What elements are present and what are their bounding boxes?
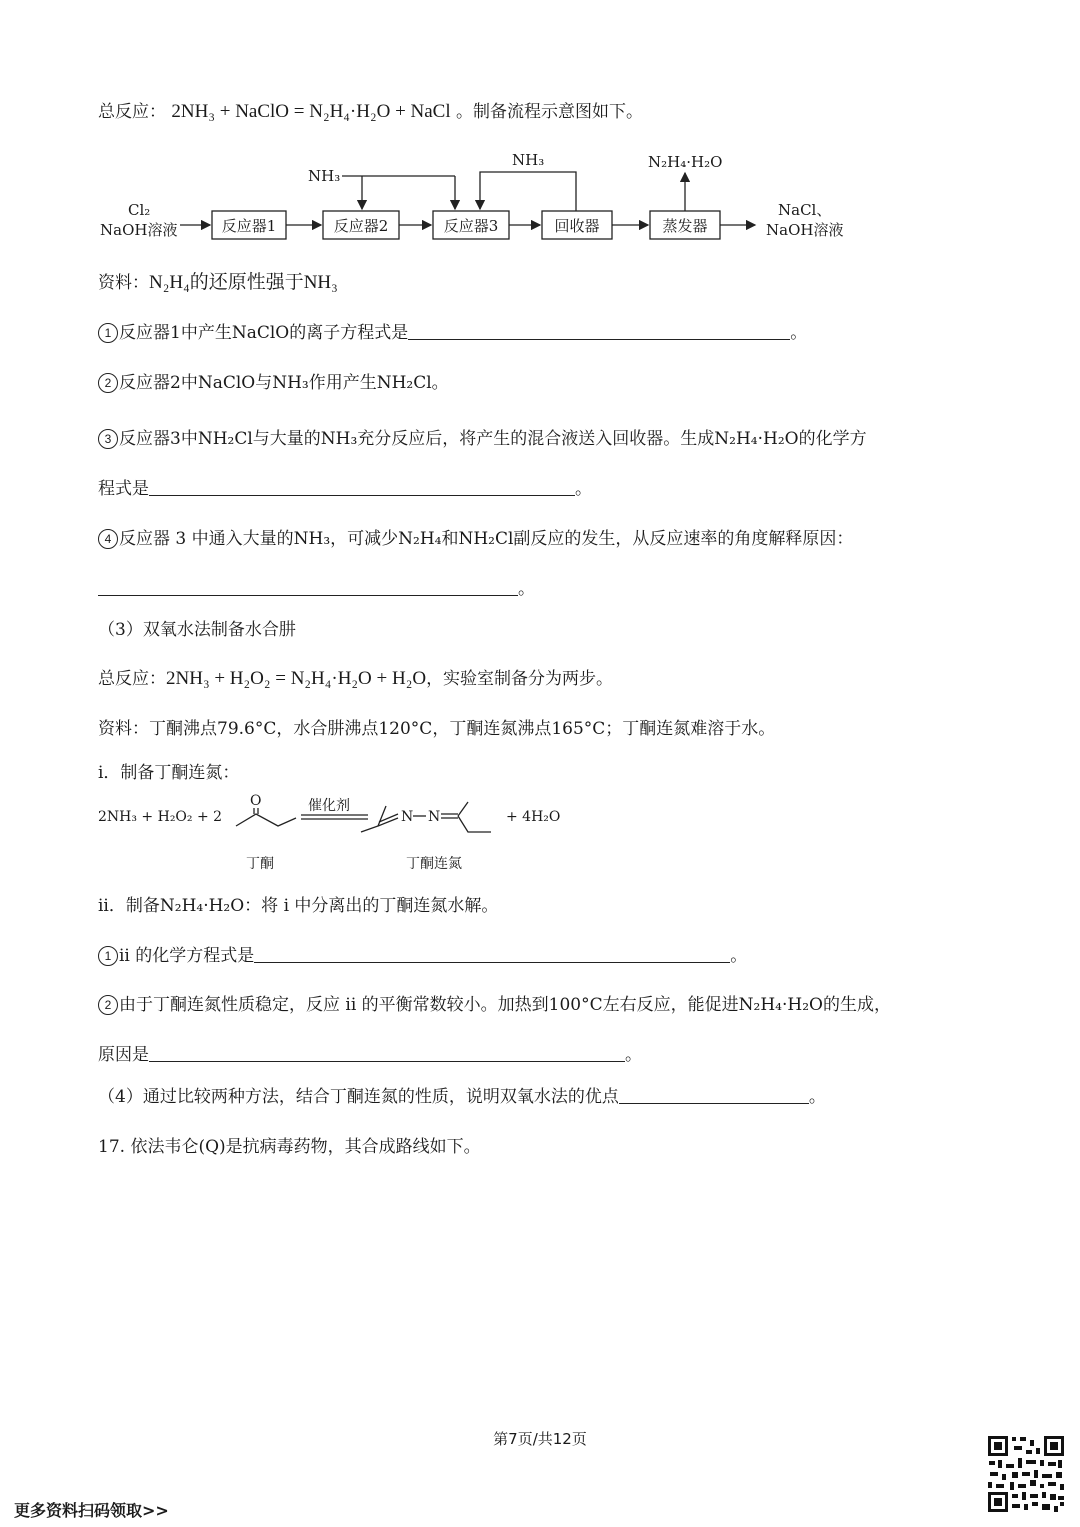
butanone-structure bbox=[236, 808, 296, 826]
flow-box-recovery: 回收器 bbox=[554, 217, 600, 235]
more-resources-link[interactable]: 更多资料扫码领取>> bbox=[14, 1501, 169, 1520]
intro-label: 总反应： bbox=[98, 102, 166, 122]
q1-end: 。 bbox=[790, 323, 808, 343]
flow-box-evaporator: 蒸发器 bbox=[662, 217, 708, 235]
part4-text: （4）通过比较两种方法，结合丁酮连氮的性质，说明双氧水法的优点 bbox=[98, 1087, 619, 1107]
circle-number: 3 bbox=[98, 429, 118, 449]
azine-label: 丁酮连氮 bbox=[406, 856, 462, 872]
part3-total-equation: 2NH₃ + H₂O₂ = N₂H₄·H₂O + H₂O bbox=[166, 668, 427, 689]
qr-code-icon[interactable] bbox=[986, 1434, 1066, 1514]
question-17: 17. 依法韦仑(Q)是抗病毒药物，其合成路线如下。 bbox=[98, 1137, 481, 1157]
ref1-text: N₂H₄的还原性强于NH₃ bbox=[149, 272, 338, 293]
circle-number: 1 bbox=[98, 323, 118, 343]
flow-input-naoh: NaOH溶液 bbox=[100, 221, 178, 239]
intro-line bbox=[98, 99, 643, 125]
q3-line1 bbox=[98, 426, 867, 452]
part3-q1-end: 。 bbox=[730, 946, 748, 966]
reaction-left: 2NH₃ + H₂O₂ + 2 bbox=[98, 809, 223, 825]
part3-ref: 资料：丁酮沸点79.6°C，水合肼沸点120°C，丁酮连氮沸点165°C；丁酮连氮难溶于水。 bbox=[98, 719, 776, 739]
part3-q1-line bbox=[98, 943, 747, 969]
q1-text: 反应器1中产生NaClO的离子方程式是 bbox=[119, 323, 409, 343]
intro-equation: 2NH₃ + NaClO = N₂H₄·H₂O + NaCl bbox=[171, 101, 451, 122]
part3-q2-line1 bbox=[98, 992, 891, 1018]
answer-blank[interactable] bbox=[98, 577, 518, 596]
part3-step-ii: ii．制备N₂H₄·H₂O：将 i 中分离出的丁酮连氮水解。 bbox=[98, 896, 499, 916]
circle-number: 2 bbox=[98, 373, 118, 393]
azine-structure bbox=[361, 802, 491, 832]
page-number: 第7页/共12页 bbox=[493, 1430, 587, 1448]
intro-tail: 。制备流程示意图如下。 bbox=[456, 102, 644, 122]
circle-number: 1 bbox=[98, 946, 118, 966]
part4-line bbox=[98, 1084, 826, 1110]
q4-line2 bbox=[98, 576, 535, 602]
circle-number: 2 bbox=[98, 995, 118, 1015]
butanone-azine-reaction bbox=[96, 788, 596, 878]
answer-blank[interactable] bbox=[254, 944, 730, 963]
q4-line1 bbox=[98, 526, 853, 552]
carbonyl-oxygen: O bbox=[250, 793, 262, 809]
part3-total-label: 总反应： bbox=[98, 669, 166, 689]
ketone-label: 丁酮 bbox=[246, 856, 274, 872]
part3-q2-end: 。 bbox=[625, 1045, 642, 1065]
part3-total-tail: ，实验室制备分为两步。 bbox=[426, 669, 614, 689]
flow-output-nacl: NaCl、 bbox=[778, 201, 832, 219]
q3-text: 反应器3中NH₂Cl与大量的NH₃充分反应后，将产生的混合液送入回收器。生成N₂H₄·H₂O的化学方 bbox=[119, 429, 867, 449]
reaction-right: + 4H₂O bbox=[506, 809, 561, 825]
equilibrium-arrows bbox=[301, 815, 368, 819]
flow-input-cl2: Cl₂ bbox=[128, 201, 151, 219]
q4-end: 。 bbox=[518, 579, 535, 599]
flow-output-naoh: NaOH溶液 bbox=[766, 221, 844, 239]
flow-box-reactor3: 反应器3 bbox=[443, 217, 499, 235]
flow-diagram bbox=[90, 145, 870, 255]
azine-n2: N bbox=[428, 809, 441, 825]
part3-q1-text: ii 的化学方程式是 bbox=[119, 946, 255, 966]
part3-step-i: i．制备丁酮连氮： bbox=[98, 763, 240, 783]
ref1-line bbox=[98, 270, 338, 296]
flow-box-reactor1: 反应器1 bbox=[221, 217, 277, 235]
azine-n1: N bbox=[401, 809, 414, 825]
q4-text: 反应器 3 中通入大量的NH₃，可减少N₂H₄和NH₂Cl副反应的发生，从反应速率的角度解释原因： bbox=[119, 529, 854, 549]
q2-line bbox=[98, 370, 449, 396]
part3-total-line bbox=[98, 666, 613, 692]
answer-blank[interactable] bbox=[408, 321, 790, 340]
circle-number: 4 bbox=[98, 529, 118, 549]
ref1-label: 资料： bbox=[98, 273, 149, 293]
q1-line bbox=[98, 320, 807, 346]
q3-line2 bbox=[98, 476, 592, 502]
part3-q2-text: 由于丁酮连氮性质稳定，反应 ii 的平衡常数较小。加热到100°C左右反应，能促进N₂H₄·H₂O的生成， bbox=[119, 995, 891, 1015]
part3-q2-line2 bbox=[98, 1042, 642, 1068]
answer-blank[interactable] bbox=[149, 1043, 625, 1062]
flow-box-reactor2: 反应器2 bbox=[333, 217, 389, 235]
q3-text-2: 程式是 bbox=[98, 479, 149, 499]
flow-product: N₂H₄·H₂O bbox=[648, 153, 723, 171]
q3-end: 。 bbox=[575, 479, 592, 499]
flow-nh3-b: NH₃ bbox=[512, 151, 545, 169]
part4-end: 。 bbox=[808, 1087, 826, 1107]
part3-heading: （3）双氧水法制备水合肼 bbox=[98, 620, 296, 640]
answer-blank[interactable] bbox=[149, 477, 575, 496]
answer-blank[interactable] bbox=[619, 1085, 809, 1104]
q2-text: 反应器2中NaClO与NH₃作用产生NH₂Cl。 bbox=[119, 373, 449, 393]
catalyst-label: 催化剂 bbox=[308, 798, 350, 814]
part3-q2-text-2: 原因是 bbox=[98, 1045, 149, 1065]
flow-nh3-a: NH₃ bbox=[308, 167, 341, 185]
